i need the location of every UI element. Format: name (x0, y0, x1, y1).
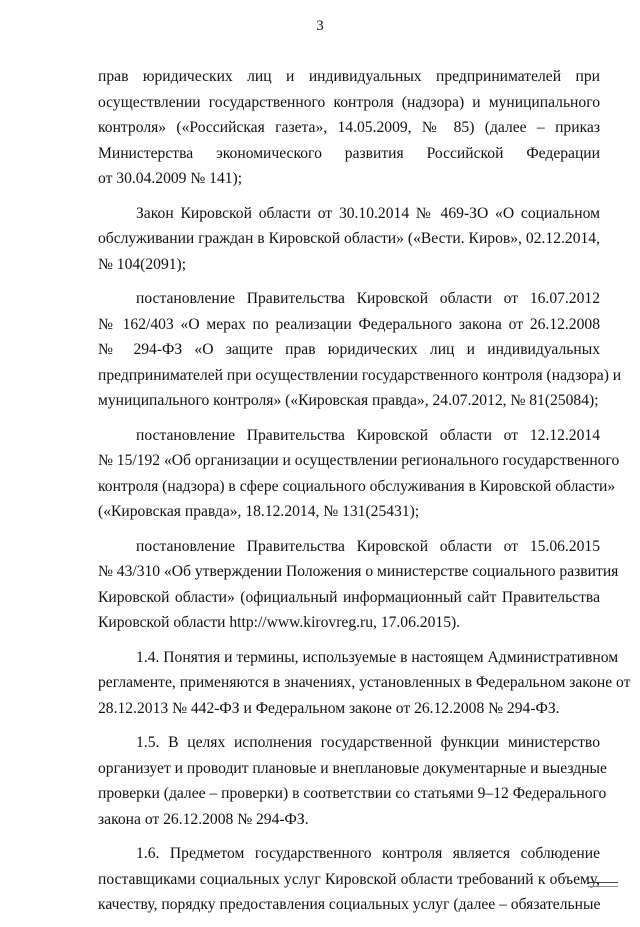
text-line: постановление Правительства Кировской области от 16.07.2012 (136, 290, 600, 307)
text-line: Закон Кировской области от 30.10.2014 № 469-ЗО «О социальном (136, 204, 600, 222)
text-line: постановление Правительства Кировской области от 12.12.2014 (136, 426, 600, 444)
text-line: Кировской области» (официальный информационный сайт Правительства (98, 588, 600, 606)
text-line: № 43/310 «Об утверждении Положения о министерстве социального развития (98, 563, 619, 580)
text-line: Министерства экономического развития Российской Федерации (98, 144, 600, 162)
text-line: № 294-ФЗ «О защите прав юридических лиц и индивидуальных (98, 341, 600, 358)
text-line: организует и проводит плановые и внеплановые документарные и выездные (98, 759, 607, 777)
text-line: качеству, порядку предоставления социальных услуг (далее – обязательные (98, 896, 601, 913)
page-number: 3 (316, 18, 324, 34)
text-line: от 30.04.2009 № 141); (98, 170, 243, 187)
document-body (98, 64, 631, 927)
footer-scan-mark (588, 882, 618, 887)
paragraph (98, 534, 619, 636)
text-line: № 15/192 «Об организации и осуществлении регионального государственного (98, 452, 620, 469)
text-line: 28.12.2013 № 442-ФЗ и Федеральном законе от 26.12.2008 № 294-ФЗ. (98, 699, 560, 717)
paragraph (98, 423, 620, 525)
paragraph (98, 841, 600, 918)
text-line: 1.5. В целях исполнения государственной функции министерство (136, 734, 600, 751)
text-line: регламенте, применяются в значениях, установленных в Федеральном законе от (98, 674, 631, 691)
text-line: предпринимателей при осуществлении государственного контроля (надзора) и (98, 366, 622, 384)
text-line: контроля (надзора) в сфере социального обслуживания в Кировской области» (98, 477, 616, 495)
text-line: («Кировская правда», 18.12.2014, № 131(25431); (98, 503, 420, 520)
text-line: Кировской области http://www.kirovreg.ru, 17.06.2015). (98, 614, 461, 631)
text-line: 1.4. Понятия и термины, используемые в настоящем Административном (136, 648, 619, 666)
text-line: поставщиками социальных услуг Кировской области требований к объему, (98, 870, 600, 888)
text-line: муниципального контроля» («Кировская правда», 24.07.2012, № 81(25084); (98, 392, 599, 409)
text-line: проверки (далее – проверки) в соответствии со статьями 9–12 Федерального (98, 785, 607, 802)
text-line: прав юридических лиц и индивидуальных предпринимателей при (98, 68, 600, 85)
text-line: № 104(2091); (98, 255, 187, 273)
paragraph (98, 645, 631, 722)
text-line: обслуживании граждан в Кировской области» («Вести. Киров», 02.12.2014, (98, 230, 600, 247)
paragraph (98, 286, 622, 414)
text-line: постановление Правительства Кировской области от 15.06.2015 (136, 537, 600, 555)
paragraph (98, 730, 607, 832)
paragraph (98, 64, 600, 192)
text-line: 1.6. Предметом государственного контроля является соблюдение (136, 845, 600, 862)
text-line: контроля» («Российская газета», 14.05.2009, № 85) (далее – приказ (98, 119, 600, 136)
paragraph (98, 201, 600, 278)
text-line: осуществлении государственного контроля (надзора) и муниципального (98, 93, 600, 111)
text-line: № 162/403 «О мерах по реализации Федерального закона от 26.12.2008 (98, 315, 600, 333)
text-line: закона от 26.12.2008 № 294-ФЗ. (98, 810, 309, 828)
